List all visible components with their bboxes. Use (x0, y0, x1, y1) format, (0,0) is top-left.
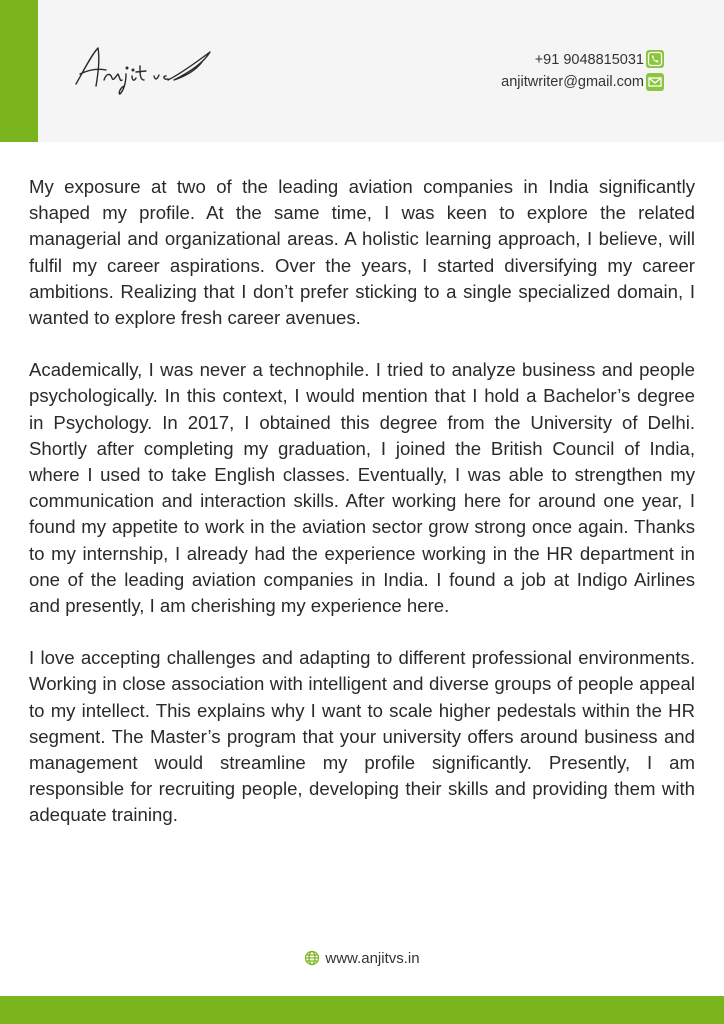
mail-icon (646, 73, 664, 91)
signature-logo (70, 40, 220, 96)
phone-icon (646, 50, 664, 68)
email-address: anjitwriter@gmail.com (501, 74, 644, 90)
contact-block (501, 50, 644, 94)
paragraph-2: Academically, I was never a technophile. I tried to analyze business and people psychologically. In this context, I would mention that I hold a Bachelor’s degree in Psychology. In 2017, I obtained this degree from the University of Delhi. Shortly after completing my graduation, I joined the British Council of India, where I used to take English classes. Eventually, I was able to strengthen my communication and interaction skills. After working here for around one year, I found my appetite to work in the aviation sector grow strong once again. Thanks to my internship, I already had the experience working in the HR department in one of the leading aviation companies in India. I found a job at Indigo Airlines and presently, I am cherishing my experience here. (29, 359, 695, 617)
website-link[interactable]: www.anjitvs.in (325, 950, 420, 967)
globe-icon (304, 950, 320, 966)
header-accent-bar (0, 0, 38, 142)
footer-website (0, 950, 724, 967)
letter-body (29, 174, 695, 855)
paragraph-1: My exposure at two of the leading aviation companies in India significantly shaped my profile. At the same time, I was keen to explore the related managerial and organizational areas. A holistic learning approach, I believe, will fulfil my career aspirations. Over the years, I started diversifying my career ambitions. Realizing that I don’t prefer sticking to a single specialized domain, I wanted to explore fresh career avenues. (29, 176, 695, 329)
phone-number: +91 9048815031 (534, 52, 644, 68)
footer-accent-bar (0, 996, 724, 1024)
signature-icon (70, 40, 220, 96)
paragraph-3: I love accepting challenges and adapting to different professional environments. Working in close association with intelligent and diverse groups of people appeal to my intellect. This explains why I want to scale higher pedestals within the HR segment. The Master’s program that your university offers around business and management would streamline my profile significantly. Presently, I am responsible for recruiting people, developing their skills and providing them with adequate training. (29, 647, 695, 826)
